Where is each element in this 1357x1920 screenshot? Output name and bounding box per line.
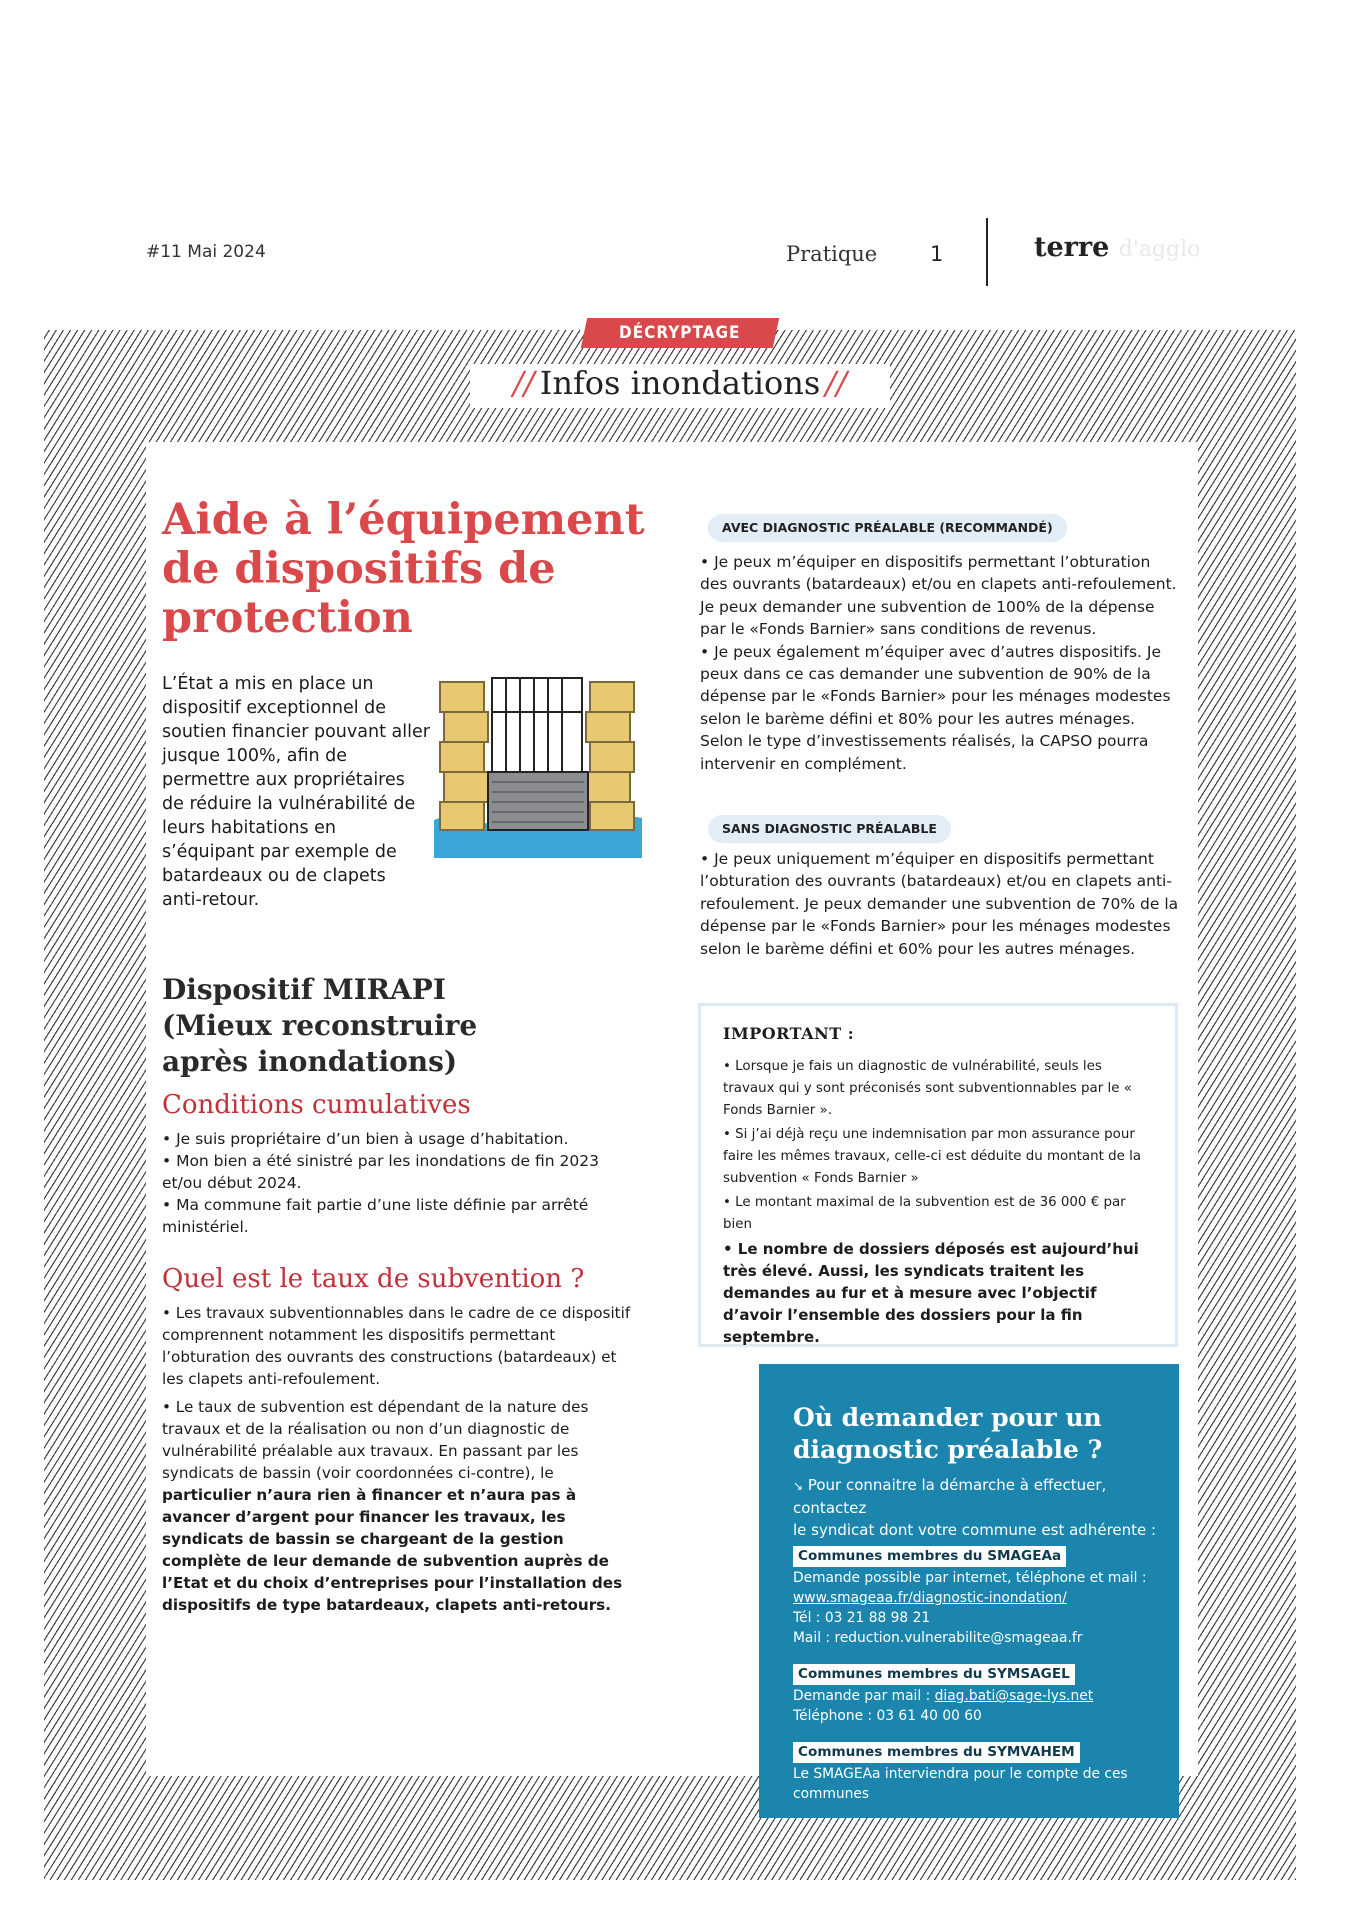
arrow-icon: ↘: [793, 1479, 804, 1493]
list-item: • Mon bien a été sinistré par les inondations de fin 2023 et/ou début 2024.: [162, 1152, 599, 1192]
list-item: • Ma commune fait partie d’une liste définie par arrêté ministériel.: [162, 1196, 589, 1236]
section-tag: DÉCRYPTAGE: [581, 318, 779, 348]
contact-intro: ↘ Pour connaitre la démarche à effectuer, contactez le syndicat dont votre commune est adhérente :: [793, 1476, 1157, 1539]
avec-diagnostic-text: [700, 551, 1180, 775]
important-item: • Lorsque je fais un diagnostic de vulnérabilité, seuls les travaux qui y sont préconisés sont subventionnables par le « Fonds Barnier ».: [723, 1059, 1132, 1118]
header-divider: [986, 218, 988, 286]
mirapi-heading: Dispositif MIRAPI (Mieux reconstruire après inondations): [162, 973, 478, 1078]
page-number: 1: [930, 242, 944, 266]
taux-paragraph-1: • Les travaux subventionnables dans le cadre de ce dispositif comprennent notamment les dispositifs permettant l’obturation des ouvrants des constructions (batardeaux) et les clapets anti-refoulement.: [162, 1304, 631, 1388]
sans-diagnostic-text: • Je peux uniquement m’équiper en dispositifs permettant l’obturation des ouvrants (batardeaux) et/ou en clapets anti-refoulement. Je peux demander une subvention de 70% de la dépense par le «Fonds Barnier» pour les ménages modestes selon le barème défini et 60% pour les autres ménages.: [700, 850, 1179, 958]
important-item: • Le nombre de dossiers déposés est aujourd’hui très élevé. Aussi, les syndicats traitent les demandes au fur et à mesure avec l’objectif d’avoir l’ensemble des dossiers pour la fin septembre.: [723, 1240, 1139, 1346]
rubric-label: Pratique: [786, 242, 878, 266]
smageaa-mail[interactable]: Mail : reduction.vulnerabilite@smageaa.fr: [793, 1630, 1083, 1646]
contact-box: [759, 1364, 1179, 1818]
symvahem-line: communes: [793, 1786, 870, 1802]
section-title: // Infos inondations //: [470, 364, 890, 408]
brand-logo: terre d'agglo: [1034, 232, 1201, 263]
main-title: Aide à l’équipement de dispositifs de protection: [162, 495, 645, 643]
flood-barrier-illustration: [434, 672, 642, 858]
avec-diagnostic-label: AVEC DIAGNOSTIC PRÉALABLE (RECOMMANDÉ): [708, 514, 1067, 542]
contact-title: Où demander pour un diagnostic préalable ?: [793, 1403, 1103, 1464]
taux-heading: Quel est le taux de subvention ?: [162, 1264, 585, 1294]
smageaa-line: Demande possible par internet, téléphone et mail :: [793, 1570, 1147, 1586]
symsagel-label: Communes membres du SYMSAGEL: [793, 1664, 1075, 1685]
important-item: • Si j’ai déjà reçu une indemnisation par mon assurance pour faire les mêmes travaux, celle-ci est déduite du montant de la subvention « Fonds Barnier »: [723, 1127, 1142, 1186]
symsagel-phone: Téléphone : 03 61 40 00 60: [793, 1708, 982, 1724]
symsagel-line: Demande par mail : diag.bati@sage-lys.net: [793, 1688, 1094, 1704]
smageaa-phone: Tél : 03 21 88 98 21: [793, 1610, 931, 1626]
symvahem-line: Le SMAGEAa interviendra pour le compte de ces: [793, 1766, 1128, 1782]
taux-paragraph-2: • Le taux de subvention est dépendant de la nature des travaux et de la réalisation ou non d’un diagnostic de vulnérabilité préalable aux travaux. En passant par les syndicats de bassin (voir coordonnées ci-contre), le particulier n’aura rien à financer et n’aura pas à avancer d’argent pour financer les travaux, les syndicats de bassin se chargeant de la gestion complète de leur demande de subvention auprès de l’Etat et du choix d’entreprises pour l’installation des dispositifs de type batardeaux, clapets anti-retours.: [162, 1398, 623, 1614]
important-item: • Le montant maximal de la subvention est de 36 000 € par bien: [723, 1195, 1126, 1232]
symsagel-mail-link[interactable]: diag.bati@sage-lys.net: [934, 1688, 1094, 1704]
paragraph: • Je peux également m’équiper avec d’autres dispositifs. Je peux dans ce cas demander une subvention de 90% de la dépense par le «Fonds Barnier» pour les ménages modestes selon le barème défini et 80% pour les autres ménages. Selon le type d’investissements réalisés, la CAPSO pourra intervenir en complément.: [700, 642, 1171, 773]
conditions-heading: Conditions cumulatives: [162, 1090, 471, 1120]
important-title: IMPORTANT :: [723, 1024, 855, 1043]
paragraph: • Je peux m’équiper en dispositifs permettant l’obturation des ouvrants (batardeaux) et/ou en clapets anti-refoulement. Je peux demander une subvention de 100% de la dépense par le «Fonds Barnier» sans conditions de revenus.: [700, 553, 1177, 639]
conditions-list: [162, 1128, 622, 1238]
smageaa-label: Communes membres du SMAGEAa: [793, 1546, 1066, 1567]
symvahem-label: Communes membres du SYMVAHEM: [793, 1742, 1080, 1763]
list-item: • Je suis propriétaire d’un bien à usage d’habitation.: [162, 1130, 569, 1148]
issue-label: #11 Mai 2024: [146, 242, 266, 262]
sans-diagnostic-label: SANS DIAGNOSTIC PRÉALABLE: [708, 815, 951, 843]
important-box: [698, 1003, 1178, 1347]
intro-paragraph: L’État a mis en place un dispositif exceptionnel de soutien financier pouvant aller jusque 100%, afin de permettre aux propriétaires de réduire la vulnérabilité de leurs habitations en s’équipant par exemple de batardeaux ou de clapets anti-retour.: [162, 674, 430, 910]
smageaa-link[interactable]: www.smageaa.fr/diagnostic-inondation/: [793, 1590, 1067, 1606]
